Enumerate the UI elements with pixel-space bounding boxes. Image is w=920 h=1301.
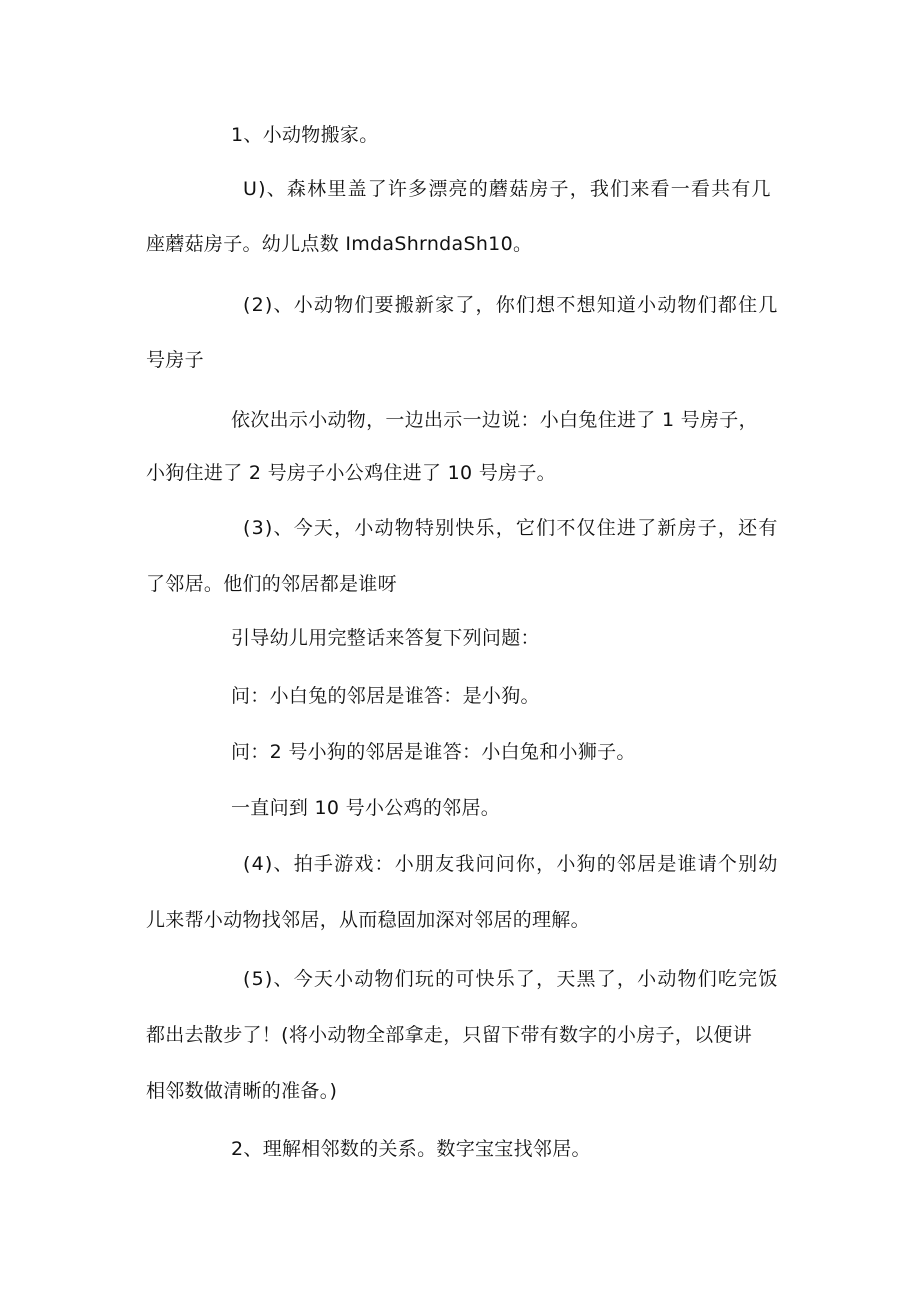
instruction-line: 引导幼儿用完整话来答复下列问题： (231, 627, 540, 649)
paragraph-4-line-1: (3)、今天，小动物特别快乐，它们不仅住进了新房子，还有 (243, 517, 779, 539)
paragraph-4-line-2: 了邻居。他们的邻居都是谁呀 (146, 573, 397, 595)
paragraph-5-line-2: 儿来帮小动物找邻居，从而稳固加深对邻居的理解。 (146, 909, 590, 931)
paragraph-6-line-1: (5)、今天小动物们玩的可快乐了，天黑了，小动物们吃完饭 (243, 968, 779, 990)
paragraph-2-line-1: (2)、小动物们要搬新家了，你们想不想知道小动物们都住几 (243, 294, 779, 316)
question-2: 问：2 号小狗的邻居是谁答：小白兔和小狮子。 (231, 741, 636, 763)
paragraph-3-line-1: 依次出示小动物，一边出示一边说：小白兔住进了 1 号房子， (231, 409, 758, 431)
paragraph-2-line-2: 号房子 (146, 349, 204, 371)
section-heading-2: 2、理解相邻数的关系。数字宝宝找邻居。 (231, 1138, 591, 1160)
question-3: 一直问到 10 号小公鸡的邻居。 (231, 797, 501, 819)
section-heading-1: 1、小动物搬家。 (231, 124, 379, 146)
question-1: 问：小白兔的邻居是谁答：是小狗。 (231, 685, 540, 707)
paragraph-3-line-2: 小狗住进了 2 号房子小公鸡住进了 10 号房子。 (146, 462, 556, 484)
paragraph-6-line-2: 都出去散步了！(将小动物全部拿走，只留下带有数字的小房子，以便讲 (146, 1024, 753, 1046)
paragraph-5-line-1: (4)、拍手游戏：小朋友我问问你，小狗的邻居是谁请个别幼 (243, 853, 779, 875)
paragraph-1-line-1: U)、森林里盖了许多漂亮的蘑菇房子，我们来看一看共有几 (243, 178, 772, 200)
paragraph-6-line-3: 相邻数做清晰的准备。) (146, 1080, 338, 1102)
paragraph-1-line-2: 座蘑菇房子。幼儿点数 ImdaShrndaSh10。 (146, 233, 533, 255)
